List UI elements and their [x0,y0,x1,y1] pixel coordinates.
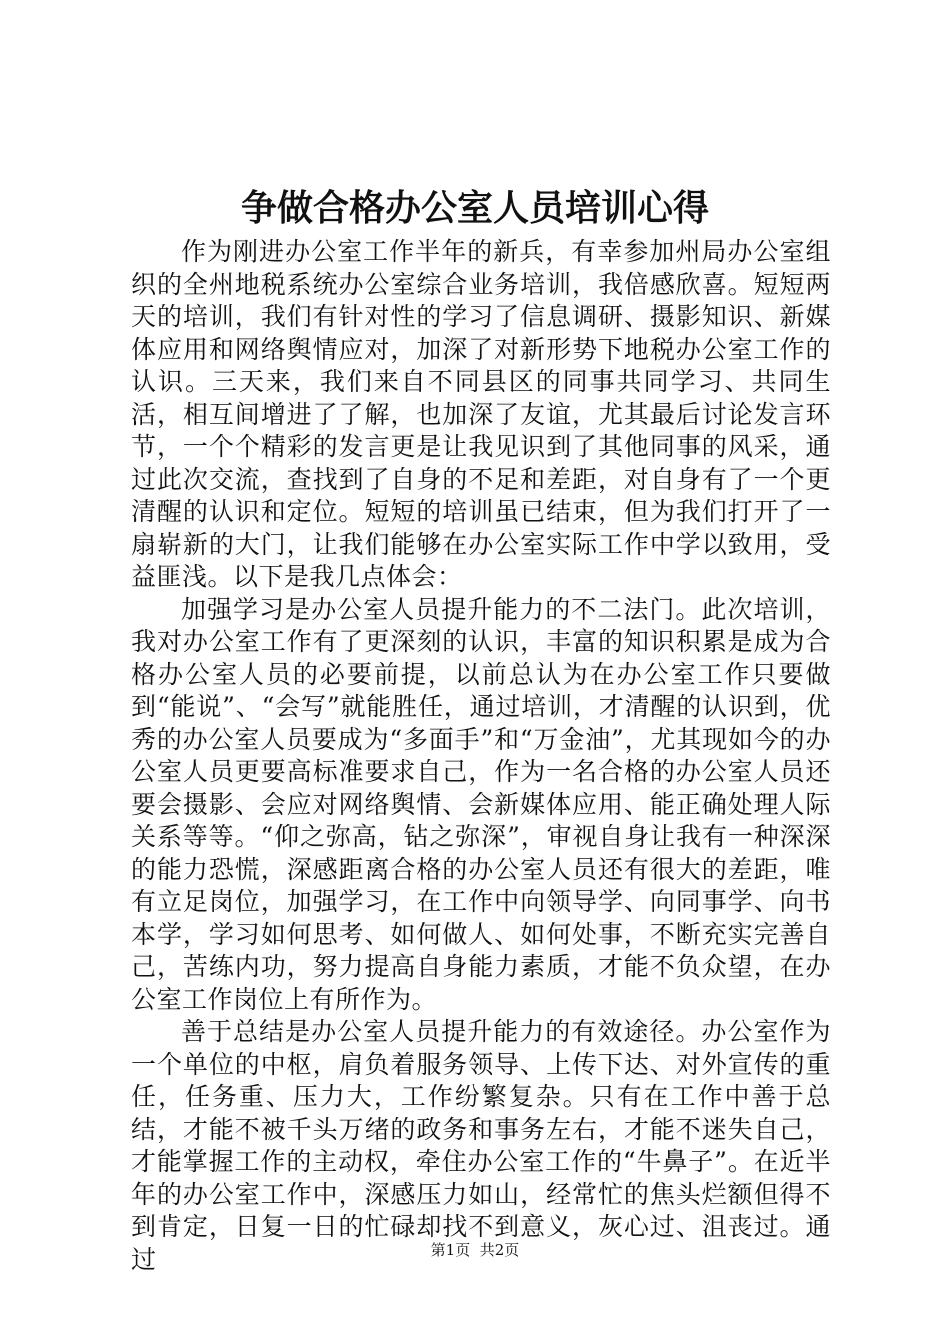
document-title: 争做合格办公室人员培训心得 [240,187,709,229]
paragraph-intro: 作为刚进办公室工作半年的新兵，有幸参加州局办公室组织的全州地税系统办公室综合业务培训，我倍感欣喜。短短两天的培训，我们有针对性的学习了信息调研、摄影知识、新媒体应用和网络舆情应对，加深了对新形势下地税办公室工作的认识。三天来，我们来自不同县区的同事共同学习、共同生活，相互间增进了了解，也加深了友谊，尤其最后讨论发言环节，一个个精彩的发言更是让我见识到了其他同事的风采，通过此次交流，查找到了自身的不足和差距，对自身有了一个更清醒的认识和定位。短短的培训虽已结束，但为我们打开了一扇崭新的大门，让我们能够在办公室实际工作中学以致用，受益匪浅。以下是我几点体会： [131,237,831,591]
paragraph-summary: 善于总结是办公室人员提升能力的有效途径。办公室作为一个单位的中枢，肩负着服务领导、上传下达、对外宣传的重任，任务重、压力大，工作纷繁复杂。只有在工作中善于总结，才能不被千头万绪的政务和事务左右，才能不迷失自己，才能掌握工作的主动权，牵住办公室工作的“牛鼻子”。在近半年的办公室工作中，深感压力如山，经常忙的焦头烂额但得不到肯定，日复一日的忙碌却找不到意义，灰心过、沮丧过。通过 [131,1017,831,1274]
page-number: 第1页 [430,1241,471,1259]
page-total: 共2页 [479,1241,520,1259]
paragraph-study: 加强学习是办公室人员提升能力的不二法门。此次培训，我对办公室工作有了更深刻的认识，丰富的知识积累是成为合格办公室人员的必要前提，以前总认为在办公室工作只要做到“能说”、“会写”就能胜任，通过培训，才清醒的认识到，优秀的办公室人员要成为“多面手”和“万金油”，尤其现如今的办公室人员更要高标准要求自己，作为一名合格的办公室人员还要会摄影、会应对网络舆情、会新媒体应用、能正确处理人际关系等等。“仰之弥高，钻之弥深”，审视自身让我有一种深深的能力恐慌，深感距离合格的办公室人员还有很大的差距，唯有立足岗位，加强学习，在工作中向领导学、向同事学、向书本学，学习如何思考、如何做人、如何处事，不断充实完善自己，苦练内功，努力提高自身能力素质，才能不负众望，在办公室工作岗位上有所作为。 [131,594,831,1014]
page-footer [0,1240,950,1260]
document-body [131,236,831,1276]
